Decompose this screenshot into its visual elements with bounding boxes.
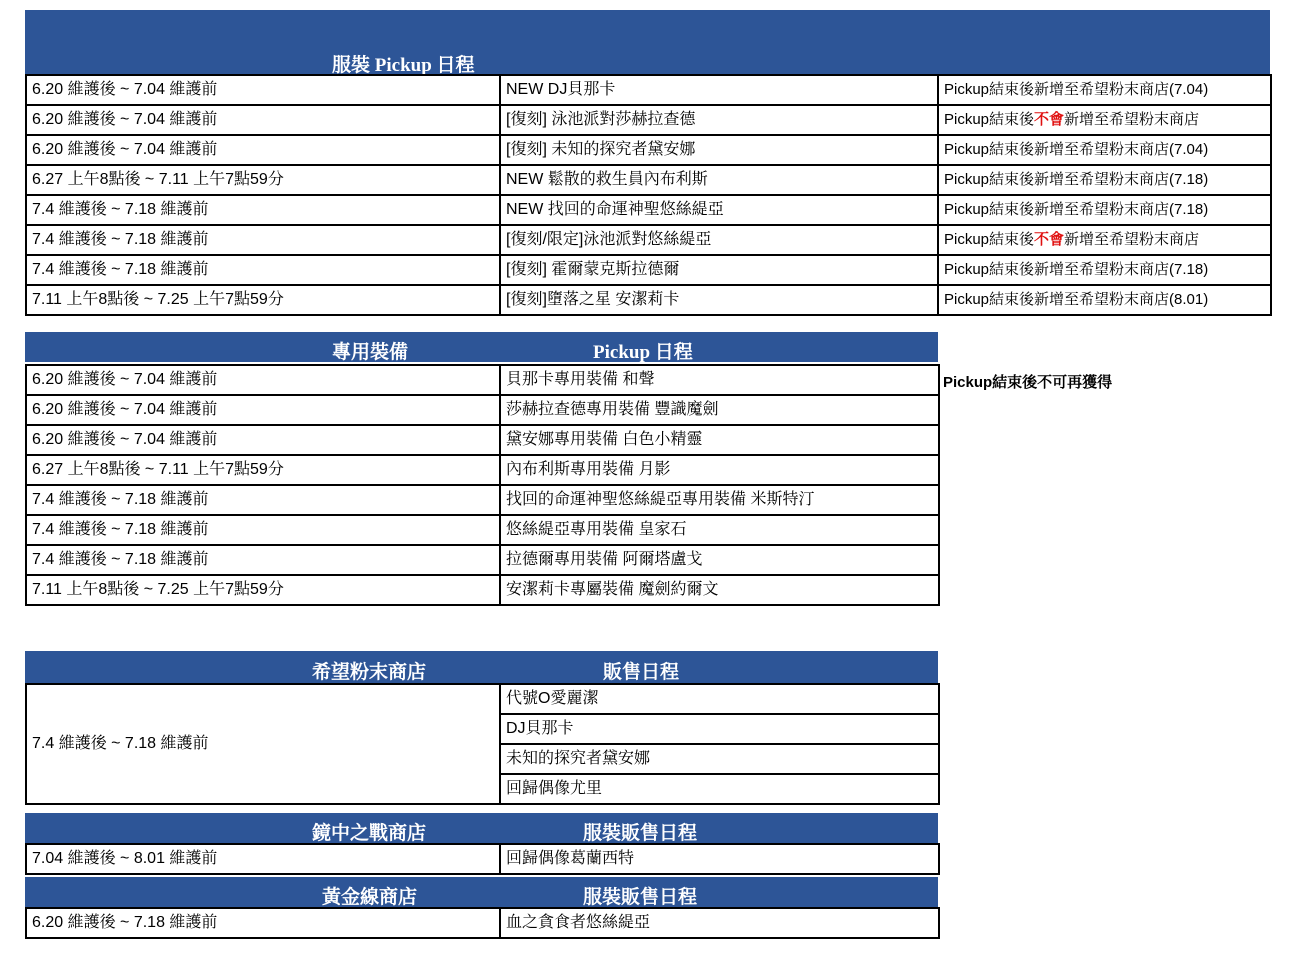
costume-period-cell: 7.4 維護後 ~ 7.18 維護前 xyxy=(26,195,500,225)
header-notch xyxy=(787,66,1270,74)
note-text: Pickup結束後新增至希望粉末商店(7.18) xyxy=(944,261,1209,278)
table-row xyxy=(26,75,1271,105)
gold-shop-table xyxy=(25,907,940,939)
mirror-shop-header-left: 鏡中之戰商店 xyxy=(312,823,427,844)
equipment-header-left: 專用裝備 xyxy=(332,342,409,363)
costume-period-cell: 7.11 上午8點後 ~ 7.25 上午7點59分 xyxy=(26,285,500,315)
note-emphasis: 不會 xyxy=(1034,111,1065,128)
equipment-header-right: Pickup 日程 xyxy=(593,342,693,363)
equipment-period-cell: 6.20 維護後 ~ 7.04 維護前 xyxy=(26,425,500,455)
equipment-period-cell: 7.4 維護後 ~ 7.18 維護前 xyxy=(26,545,500,575)
equipment-item-cell: 貝那卡專用裝備 和聲 xyxy=(500,365,939,395)
hope-shop-item: 回歸偶像尤里 xyxy=(500,774,939,804)
costume-note-cell xyxy=(938,225,1271,255)
costume-item-cell: NEW 找回的命運神聖悠絲緹亞 xyxy=(500,195,938,225)
equipment-item-cell: 黛安娜專用裝備 白色小精靈 xyxy=(500,425,939,455)
hope-shop-header-left: 希望粉末商店 xyxy=(312,662,427,683)
equipment-period-cell: 7.4 維護後 ~ 7.18 維護前 xyxy=(26,515,500,545)
gold-shop-header-right: 服裝販售日程 xyxy=(583,887,698,908)
equipment-item-cell: 悠絲緹亞專用裝備 皇家石 xyxy=(500,515,939,545)
equipment-pickup-table xyxy=(25,364,940,606)
note-text-tail: 新增至希望粉末商店 xyxy=(1064,111,1200,128)
costume-period-cell: 6.20 維護後 ~ 7.04 維護前 xyxy=(26,75,500,105)
table-row xyxy=(26,545,939,575)
mirror-shop-item: 回歸偶像葛蘭西特 xyxy=(500,844,939,874)
note-text: Pickup結束後新增至希望粉末商店(7.18) xyxy=(944,171,1209,188)
costume-item-cell: [復刻]墮落之星 安潔莉卡 xyxy=(500,285,938,315)
note-text-tail: 新增至希望粉末商店 xyxy=(1064,231,1200,248)
gold-shop-header-left: 黃金線商店 xyxy=(322,887,418,908)
costume-item-cell: [復刻] 霍爾蒙克斯拉德爾 xyxy=(500,255,938,285)
costume-pickup-table xyxy=(25,74,1272,316)
equipment-item-cell: 莎赫拉查德專用裝備 豐識魔劍 xyxy=(500,395,939,425)
costume-item-cell: NEW 鬆散的救生員內布利斯 xyxy=(500,165,938,195)
costume-period-cell: 7.4 維護後 ~ 7.18 維護前 xyxy=(26,225,500,255)
gold-shop-item: 血之貪食者悠絲緹亞 xyxy=(500,908,939,938)
equipment-note: Pickup結束後不可再獲得 xyxy=(943,374,1113,391)
gold-shop-header xyxy=(25,877,938,907)
table-row xyxy=(26,225,1271,255)
hope-shop-table xyxy=(25,683,940,805)
equipment-period-cell: 7.11 上午8點後 ~ 7.25 上午7點59分 xyxy=(26,575,500,605)
note-text: Pickup結束後新增至希望粉末商店(7.18) xyxy=(944,201,1209,218)
mirror-shop-header-right: 服裝販售日程 xyxy=(583,823,698,844)
table-row xyxy=(26,285,1271,315)
note-text: Pickup結束後新增至希望粉末商店(7.04) xyxy=(944,141,1209,158)
equipment-period-cell: 6.27 上午8點後 ~ 7.11 上午7點59分 xyxy=(26,455,500,485)
note-text: Pickup結束後 xyxy=(944,231,1035,248)
table-row xyxy=(26,908,939,938)
costume-period-cell: 6.20 維護後 ~ 7.04 維護前 xyxy=(26,135,500,165)
equipment-period-cell: 6.20 維護後 ~ 7.04 維護前 xyxy=(26,395,500,425)
table-row xyxy=(26,165,1271,195)
table-row xyxy=(26,105,1271,135)
hope-shop-period: 7.4 維護後 ~ 7.18 維護前 xyxy=(26,684,500,804)
table-row xyxy=(26,135,1271,165)
table-row xyxy=(26,575,939,605)
costume-pickup-title: 服裝 Pickup 日程 xyxy=(332,55,475,76)
mirror-shop-period: 7.04 維護後 ~ 8.01 維護前 xyxy=(26,844,500,874)
table-row xyxy=(26,365,939,395)
note-text: Pickup結束後新增至希望粉末商店(8.01) xyxy=(944,291,1209,308)
costume-note-cell xyxy=(938,105,1271,135)
costume-period-cell: 6.20 維護後 ~ 7.04 維護前 xyxy=(26,105,500,135)
costume-item-cell: [復刻] 未知的探究者黛安娜 xyxy=(500,135,938,165)
equipment-item-cell: 找回的命運神聖悠絲緹亞專用裝備 米斯特汀 xyxy=(500,485,939,515)
table-row xyxy=(26,395,939,425)
hope-shop-header xyxy=(25,651,938,683)
hope-shop-header-right: 販售日程 xyxy=(603,662,680,683)
costume-note-cell xyxy=(938,195,1271,225)
costume-period-cell: 6.27 上午8點後 ~ 7.11 上午7點59分 xyxy=(26,165,500,195)
equipment-item-cell: 拉德爾專用裝備 阿爾塔盧戈 xyxy=(500,545,939,575)
hope-shop-item: DJ貝那卡 xyxy=(500,714,939,744)
equipment-pickup-header xyxy=(25,332,938,362)
costume-note-cell xyxy=(938,135,1271,165)
costume-item-cell: NEW DJ貝那卡 xyxy=(500,75,938,105)
table-row xyxy=(26,195,1271,225)
table-row xyxy=(26,844,939,874)
equipment-item-cell: 安潔莉卡專屬裝備 魔劍約爾文 xyxy=(500,575,939,605)
equipment-period-cell: 7.4 維護後 ~ 7.18 維護前 xyxy=(26,485,500,515)
gold-shop-period: 6.20 維護後 ~ 7.18 維護前 xyxy=(26,908,500,938)
note-text: Pickup結束後 xyxy=(944,111,1035,128)
table-row xyxy=(26,255,1271,285)
costume-period-cell: 7.4 維護後 ~ 7.18 維護前 xyxy=(26,255,500,285)
table-row xyxy=(26,485,939,515)
mirror-shop-table xyxy=(25,843,940,875)
costume-note-cell xyxy=(938,75,1271,105)
hope-shop-item: 代號O愛麗潔 xyxy=(500,684,939,714)
costume-item-cell: [復刻/限定]泳池派對悠絲緹亞 xyxy=(500,225,938,255)
note-emphasis: 不會 xyxy=(1034,231,1065,248)
table-row xyxy=(26,515,939,545)
costume-item-cell: [復刻] 泳池派對莎赫拉查德 xyxy=(500,105,938,135)
equipment-period-cell: 6.20 維護後 ~ 7.04 維護前 xyxy=(26,365,500,395)
hope-shop-item: 未知的探究者黛安娜 xyxy=(500,744,939,774)
note-text: Pickup結束後新增至希望粉末商店(7.04) xyxy=(944,81,1209,98)
table-row xyxy=(26,455,939,485)
mirror-shop-header xyxy=(25,813,938,843)
table-row xyxy=(26,425,939,455)
costume-pickup-header xyxy=(25,10,1270,74)
costume-note-cell xyxy=(938,285,1271,315)
costume-note-cell xyxy=(938,165,1271,195)
table-row xyxy=(26,684,939,714)
costume-note-cell xyxy=(938,255,1271,285)
equipment-item-cell: 內布利斯專用裝備 月影 xyxy=(500,455,939,485)
